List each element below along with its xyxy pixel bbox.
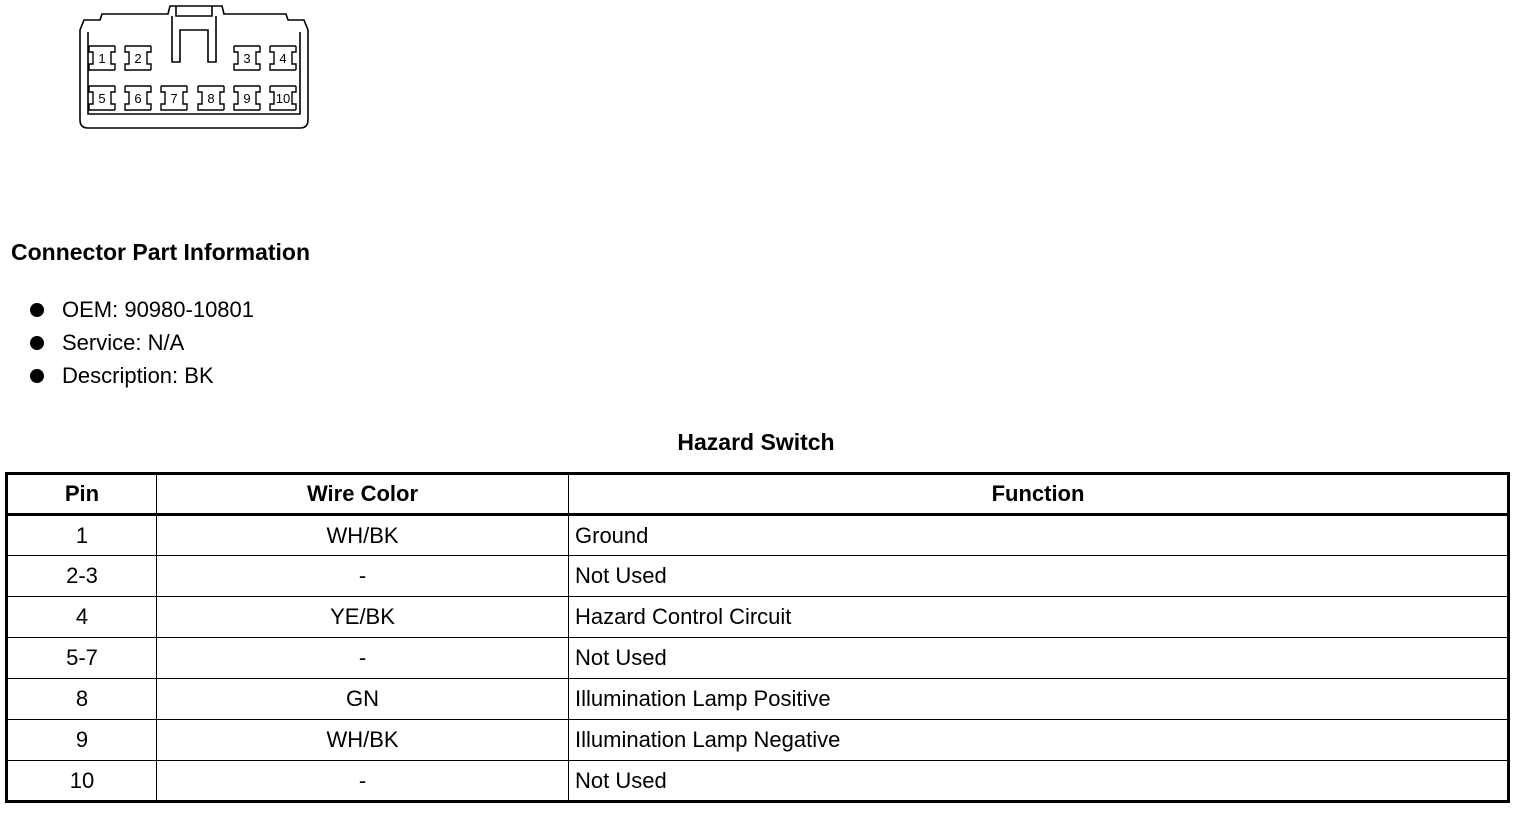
pin-cell: 8 <box>7 679 157 720</box>
bullet-icon <box>30 336 44 350</box>
service-info: Service: N/A <box>62 329 185 355</box>
pin-number-label: 4 <box>279 51 287 66</box>
wire-color-cell: WH/BK <box>157 720 569 761</box>
pin-cavity-1 <box>89 46 115 70</box>
description-info: Description: BK <box>62 362 214 388</box>
pin-cavity-9 <box>234 86 260 110</box>
pin-cell: 1 <box>7 515 157 556</box>
connector-diagram <box>72 2 322 132</box>
function-cell: Illumination Lamp Positive <box>569 679 1509 720</box>
pin-number-label: 2 <box>134 51 142 66</box>
part-info-list <box>30 293 254 392</box>
pin-cavity-4 <box>270 46 296 70</box>
table-row <box>7 515 1509 556</box>
table-header-row <box>7 474 1509 515</box>
pin-cavity-6 <box>125 86 151 110</box>
function-cell: Illumination Lamp Negative <box>569 720 1509 761</box>
pin-number-label: 10 <box>275 91 291 106</box>
table-row <box>7 761 1509 802</box>
bullet-icon <box>30 369 44 383</box>
table-row <box>7 556 1509 597</box>
pin-cavity-7 <box>161 86 187 110</box>
table-row <box>7 679 1509 720</box>
pin-cell: 9 <box>7 720 157 761</box>
pinout-table <box>5 472 1510 803</box>
pin-number-label: 8 <box>207 91 215 106</box>
table-row <box>7 638 1509 679</box>
wire-color-cell: - <box>157 761 569 802</box>
function-cell: Not Used <box>569 638 1509 679</box>
list-item <box>30 359 254 392</box>
section-title: Connector Part Information <box>11 239 311 265</box>
pin-number-label: 1 <box>98 51 106 66</box>
list-item <box>30 326 254 359</box>
wire-color-cell: - <box>157 556 569 597</box>
pin-number-label: 6 <box>134 91 142 106</box>
wire-color-cell: WH/BK <box>157 515 569 556</box>
pin-cell: 4 <box>7 597 157 638</box>
pin-cavity-2 <box>125 46 151 70</box>
pin-number-label: 3 <box>243 51 251 66</box>
pin-number-label: 5 <box>98 91 106 106</box>
table-row <box>7 597 1509 638</box>
pin-cell: 2-3 <box>7 556 157 597</box>
function-cell: Ground <box>569 515 1509 556</box>
function-cell: Hazard Control Circuit <box>569 597 1509 638</box>
oem-info: OEM: 90980-10801 <box>62 296 255 322</box>
header-function: Function <box>569 474 1509 515</box>
pin-cavity-8 <box>198 86 224 110</box>
header-pin: Pin <box>7 474 157 515</box>
table-row <box>7 720 1509 761</box>
function-cell: Not Used <box>569 556 1509 597</box>
pin-number-label: 7 <box>170 91 178 106</box>
pin-cavity-3 <box>234 46 260 70</box>
pin-number-label: 9 <box>243 91 251 106</box>
list-item <box>30 293 254 326</box>
pin-cell: 5-7 <box>7 638 157 679</box>
header-wire-color: Wire Color <box>157 474 569 515</box>
pin-cell: 10 <box>7 761 157 802</box>
bullet-icon <box>30 303 44 317</box>
function-cell: Not Used <box>569 761 1509 802</box>
table-title: Hazard Switch <box>677 429 835 455</box>
pin-cavity-5 <box>89 86 115 110</box>
pin-cavity-10 <box>270 86 296 110</box>
wire-color-cell: GN <box>157 679 569 720</box>
wire-color-cell: YE/BK <box>157 597 569 638</box>
wire-color-cell: - <box>157 638 569 679</box>
connector-latch <box>176 6 212 16</box>
